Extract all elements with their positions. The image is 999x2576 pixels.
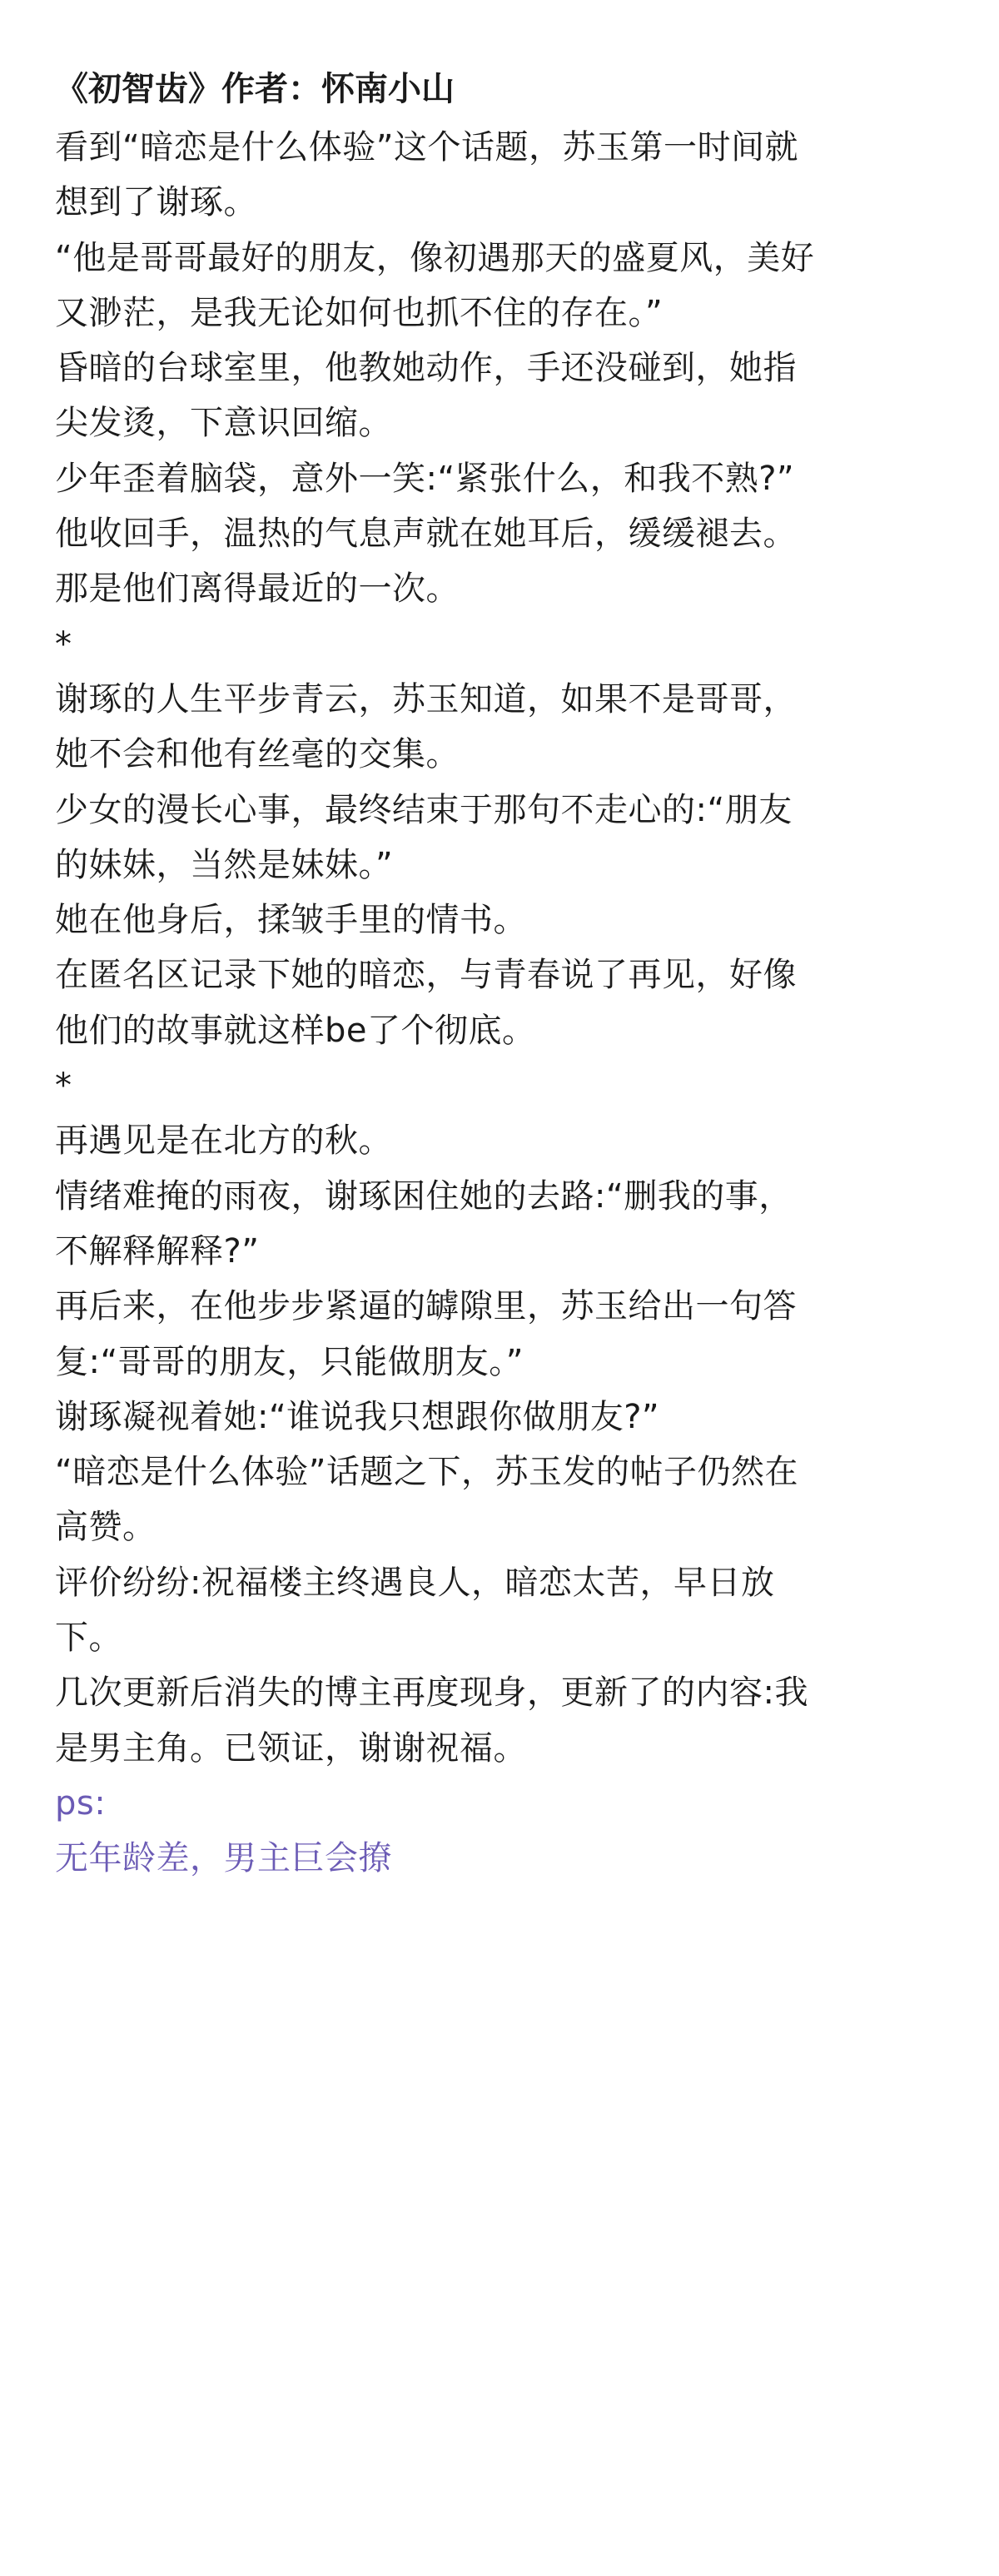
post-line: 再遇见是在北方的秋。 [55, 1121, 392, 1161]
post-line: 又渺茫，是我无论如何也抓不住的存在。” [55, 293, 664, 332]
post-line: 她不会和他有丝毫的交集。 [55, 735, 460, 774]
post-line: 少女的漫长心事，最终结束于那句不走心的:“朋友 [55, 790, 793, 829]
post-line: 高赞。 [55, 1508, 157, 1547]
post-line: 不解释解释?” [55, 1231, 260, 1271]
post-line: 复:“哥哥的朋友，只能做朋友。” [55, 1342, 524, 1381]
post-line: 下。 [55, 1619, 122, 1658]
post-line: 尖发烫，下意识回缩。 [55, 404, 392, 443]
post-line: 看到“暗恋是什么体验”这个话题，苏玉第一时间就 [55, 128, 798, 167]
post-line: 谢琢凝视着她:“谁说我只想跟你做朋友?” [55, 1397, 660, 1436]
post-line: 想到了谢琢。 [55, 183, 257, 222]
post-line: 少年歪着脑袋，意外一笑:“紧张什么，和我不熟?” [55, 459, 795, 498]
post-line: 他们的故事就这样be了个彻底。 [55, 1011, 536, 1050]
post-body [55, 120, 962, 1776]
post-line: “他是哥哥最好的朋友，像初遇那天的盛夏风，美好 [55, 238, 815, 277]
post-line: 那是他们离得最近的一次。 [55, 569, 460, 609]
post-line: 再后来，在他步步紧逼的罅隙里，苏玉给出一句答 [55, 1287, 797, 1326]
post-line: 的妹妹，当然是妹妹。” [55, 845, 394, 884]
post-line: “暗恋是什么体验”话题之下，苏玉发的帖子仍然在 [55, 1453, 798, 1492]
post-line: 是男主角。已领证，谢谢祝福。 [55, 1728, 527, 1768]
post-line: 情绪难掩的雨夜，谢琢困住她的去路:“删我的事， [55, 1176, 793, 1216]
post-line: 在匿名区记录下她的暗恋，与青春说了再见，好像 [55, 956, 797, 995]
ps-text: 无年龄差，男主巨会撩 [55, 1839, 392, 1878]
post-line: 昏暗的台球室里，他教她动作，手还没碰到，她指 [55, 349, 797, 388]
post-line: 几次更新后消失的博主再度现身，更新了的内容:我 [55, 1673, 808, 1713]
post-title: 《初智齿》作者：怀南小山 [55, 70, 455, 108]
article [55, 67, 962, 1887]
post-line: 谢琢的人生平步青云，苏玉知道，如果不是哥哥， [55, 679, 797, 719]
post-line: * [55, 624, 72, 664]
post-line: * [55, 1067, 72, 1106]
post-line: 她在他身后，揉皱手里的情书。 [55, 901, 527, 940]
post-line: 他收回手，温热的气息声就在她耳后，缓缓褪去。 [55, 515, 797, 554]
ps-label: ps: [55, 1783, 107, 1823]
post-line: 评价纷纷:祝福楼主终遇良人，暗恋太苦，早日放 [55, 1563, 775, 1602]
